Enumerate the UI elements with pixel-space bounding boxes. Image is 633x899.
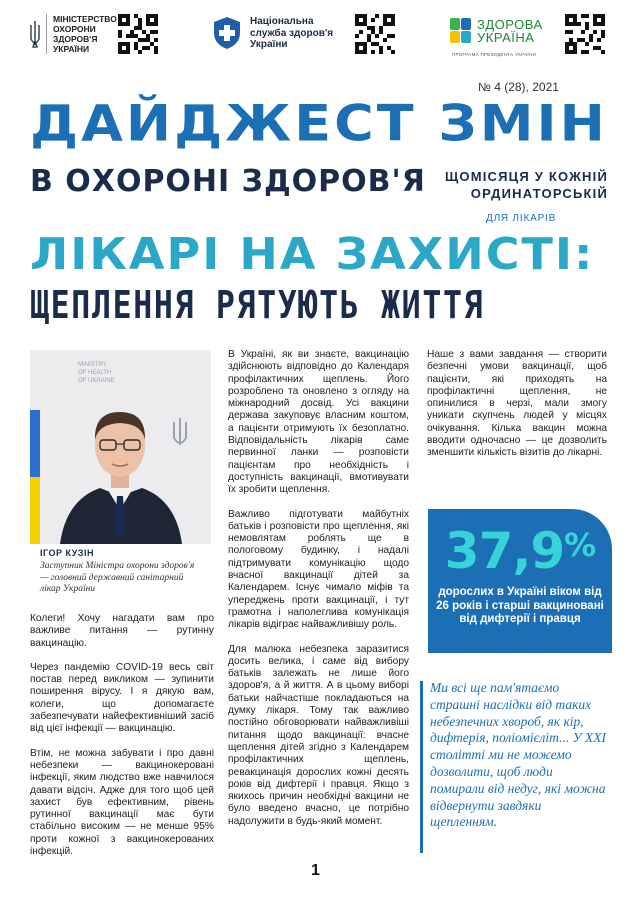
ministry-logo: [30, 14, 117, 54]
backdrop-text: OF HEALTH: [78, 370, 112, 376]
ministry-line: ЗДОРОВ'Я: [53, 34, 98, 44]
trident-icon: [30, 19, 40, 49]
shield-cross-icon: [212, 16, 242, 50]
portrait-illustration: [30, 350, 211, 544]
header: [0, 0, 633, 72]
statistic-value: [428, 522, 612, 580]
zu-subtitle: ПРОГРАМА ПРЕЗИДЕНТА УКРАЇНИ: [452, 52, 537, 57]
nszu-line: України: [250, 39, 288, 50]
paragraph: Втім, не можна забувати і про давні небезпеки — вакцинокеровані інфекції, яким людство вже навчилося давати відсіч. Адже для того щоб цей захист був ефективним, рівень рутинної вакцинації має бути стабільно високим — не менше 95% проти кожної з вакцинокерованих інфекцій.: [30, 747, 214, 858]
headline-line-2: ЩЕПЛЕННЯ РЯТУЮТЬ ЖИТТЯ: [30, 283, 485, 327]
percent-sign: %: [564, 526, 596, 564]
headline-line-1: ЛІКАРІ НА ЗАХИСТІ:: [30, 228, 595, 280]
quote-bar: [420, 681, 423, 853]
pull-quote: Ми всі ще пам'ятаємо страшні наслідки від таких небезпечних хвороб, як кір, дифтерія, поліомієліт... У XXI столітті ми не можемо дозволити, щоб люди помирали від недуг, які можна відвернути завдяки щепленням.: [430, 680, 607, 830]
ministry-line: МІНІСТЕРСТВО: [53, 14, 117, 24]
masthead-title: ДАЙДЖЕСТ ЗМІН: [30, 94, 608, 153]
nszu-logo: [212, 16, 333, 51]
paragraph: Наше з вами завдання — створити безпечні умови вакцинації, щоб пацієнти, які приходять на профілактичні щеплення, не опинилися в черзі, мали змогу уникати скупчень людей у місцях очікування. Кілька вакцин можна вводити одночасно — це дозволить зменшити кількість візитів до лікарні.: [427, 349, 607, 459]
tagline-line: ОРДИНАТОРСЬКІЙ: [470, 186, 608, 201]
article-column-3: [427, 349, 607, 472]
paragraph: Важливо підготувати майбутніх батьків і розповісти про щеплення, які немовлятам роблять ще в пологовому будинку, і надалі підтримувати комунікацію щодо вчасної вакцинації дітей за Календарем. Існує чимало міфів та упереджень проти вакцинації, і тут грамотна і наполеглива комунікація лікарів відіграє найважливішу роль.: [228, 508, 409, 631]
ministry-line: УКРАЇНИ: [53, 44, 90, 54]
ministry-line: ОХОРОНИ: [53, 24, 96, 34]
nszu-line: Національна: [250, 16, 314, 27]
tagline-line: ЩОМІСЯЦЯ У КОЖНІЙ: [444, 169, 608, 184]
paragraph: Для малюка небезпека заразитися досить велика, і саме від вибору батьків залежать не лише його здоров'я, а й життя. А в цьому виборі батьки найчастіше покладаються на думку лікаря. Тому так важливо постійно обговорювати найважливіші питання щодо вакцинації: вчасне щеплення дітей згідно з Календарем профілактичних щеплень, ревакцинація дорослих кожні десять років від дифтерії і правця. Якщо з якихось причин необхідні вакцини не було введено вчасно, це потрібно надолужити в будь-який момент.: [228, 643, 409, 827]
qr-code-icon[interactable]: [355, 14, 395, 54]
zu-line: ЗДОРОВА: [477, 17, 543, 32]
paragraph: Через пандемію COVID-19 весь світ постав перед викликом — зупинити поширення вірусу. І я дякую вам, колеги, що допомагаєте забезпечувати найефективніший засіб від цієї інфекції — вакцинацію.: [30, 661, 214, 735]
portrait-photo: [30, 350, 211, 544]
qr-code-icon[interactable]: [118, 14, 158, 54]
person-role: Заступник Міністра охорони здоров'я — головний державний санітарний лікар України: [40, 561, 195, 594]
audience-label: ДЛЯ ЛІКАРІВ: [486, 213, 557, 224]
page-number: 1: [311, 862, 320, 879]
frequency-tagline: [396, 168, 608, 202]
statistic-number: 37,9: [444, 522, 565, 580]
article-column-2: [228, 349, 409, 840]
person-name: ІГОР КУЗІН: [40, 548, 94, 558]
ministry-name: [46, 14, 117, 54]
paragraph: Колеги! Хочу нагадати вам про важливе питання — рутинну вакцинацію.: [30, 613, 214, 649]
paragraph: В Україні, як ви знаєте, вакцинацію здійснюють відповідно до Календаря профілактичних щеплень. Його розроблено та оновлено з огляду на міжнародний досвід. Усі вакцини держава закуповує власним коштом, а пацієнти отримують їх безоплатно. Відповідальність лікарів саме первинної ланки — розповісти пацієнтам про необхідність і доступність вакцинації, вмотивувати їх зробити щеплення.: [228, 349, 409, 496]
zu-name: [477, 18, 543, 44]
heart-puzzle-icon: [450, 18, 472, 44]
article-column-1: [30, 613, 214, 870]
issue-number: № 4 (28), 2021: [478, 80, 559, 94]
backdrop-text: OF UKRAINE: [78, 378, 115, 384]
backdrop-text: MINISTRY: [78, 362, 107, 368]
nszu-line: служба здоров'я: [250, 27, 334, 39]
zdorova-ukraina-logo: [450, 18, 543, 44]
masthead-subtitle: В ОХОРОНІ ЗДОРОВ'Я: [30, 164, 426, 199]
qr-code-icon[interactable]: [565, 14, 605, 54]
statistic-description: дорослих в Україні віком від 26 років і старші вакциновані від дифтерії і правця: [436, 586, 604, 625]
nszu-name: [250, 16, 333, 51]
zu-line: УКРАЇНА: [477, 30, 535, 45]
